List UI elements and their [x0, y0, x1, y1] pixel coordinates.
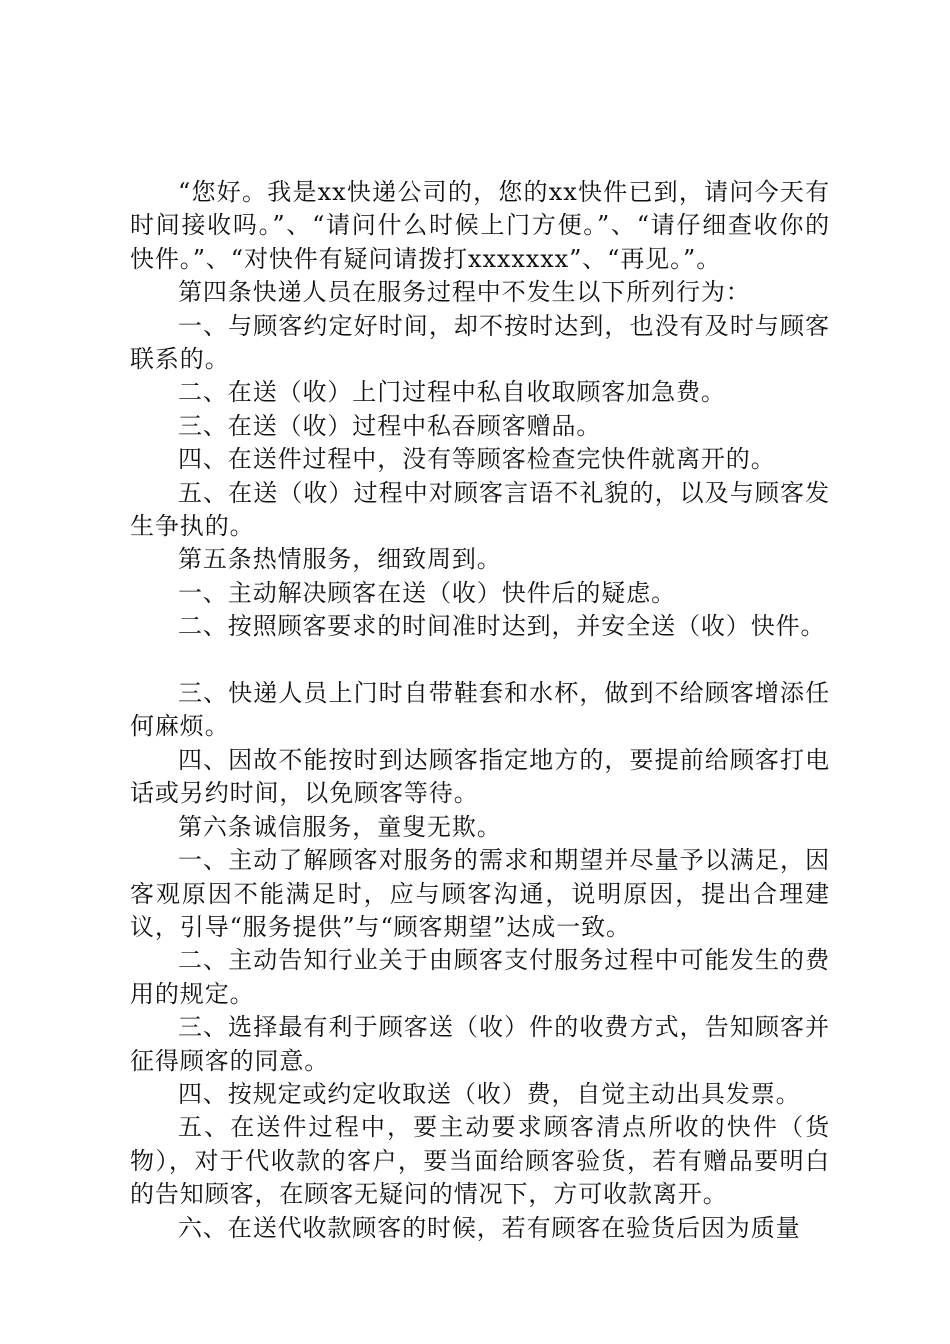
paragraph-article-5-item-4: 四、因故不能按时到达顾客指定地方的，要提前给顾客打电话或另约时间，以免顾客等待。 [130, 745, 830, 808]
paragraph-article-4-item-3: 三、在送（收）过程中私吞顾客赠品。 [178, 411, 602, 440]
blank-line [130, 644, 830, 677]
paragraph-article-6-item-2: 二、主动告知行业关于由顾客支付服务过程中可能发生的费用的规定。 [130, 946, 830, 1008]
paragraph-article-4-heading: 第四条快递人员在服务过程中不发生以下所列行为： [178, 278, 751, 307]
paragraph-article-6-item-1: 一、主动了解顾客对服务的需求和期望并尽量予以满足，因客观原因不能满足时，应与顾客沟通，说明原因，提出合理建议，引导“服务提供”与“顾客期望”达成一致。 [130, 846, 830, 941]
paragraph-article-6-item-3: 三、选择最有利于顾客送（收）件的收费方式，告知顾客并征得顾客的同意。 [130, 1013, 830, 1075]
paragraph-article-6-item-6: 六、在送代收款顾客的时候，若有顾客在验货后因为质量 [178, 1213, 801, 1242]
paragraph-article-4-item-1: 一、与顾客约定好时间，却不按时达到，也没有及时与顾客联系的。 [130, 311, 830, 374]
paragraph-article-4-item-5: 五、在送（收）过程中对顾客言语不礼貌的，以及与顾客发生争执的。 [130, 478, 830, 541]
paragraph-article-4-item-2: 二、在送（收）上门过程中私自收取顾客加急费。 [178, 378, 726, 407]
paragraph-article-5-item-3: 三、快递人员上门时自带鞋套和水杯，做到不给顾客增添任何麻烦。 [130, 679, 830, 741]
document-body [130, 176, 830, 1245]
paragraph-article-5-item-1: 一、主动解决顾客在送（收）快件后的疑虑。 [178, 578, 676, 607]
paragraph-article-5-item-2: 二、按照顾客要求的时间准时达到，并安全送（收）快件。 [178, 612, 826, 641]
paragraph-article-6-item-5: 五、在送件过程中，要主动要求顾客清点所收的快件（货物），对于代收款的客户，要当面给顾客验货，若有赠品要明白的告知顾客，在顾客无疑问的情况下，方可收款离开。 [130, 1113, 830, 1209]
paragraph-article-5-heading: 第五条热情服务，细致周到。 [178, 545, 502, 574]
paragraph-article-4-item-4: 四、在送件过程中，没有等顾客检查完快件就离开的。 [178, 445, 776, 474]
paragraph-article-6-heading: 第六条诚信服务，童叟无欺。 [178, 812, 502, 841]
paragraph-greeting-script: “您好。我是xx快递公司的，您的xx快件已到，请问今天有时间接收吗。”、“请问什么时候上门方便。”、“请仔细查收你的快件。”、“对快件有疑问请拨打xxxxxxx”、“再见。”。 [130, 178, 830, 273]
paragraph-article-6-item-4: 四、按规定或约定收取送（收）费，自觉主动出具发票。 [178, 1079, 801, 1108]
